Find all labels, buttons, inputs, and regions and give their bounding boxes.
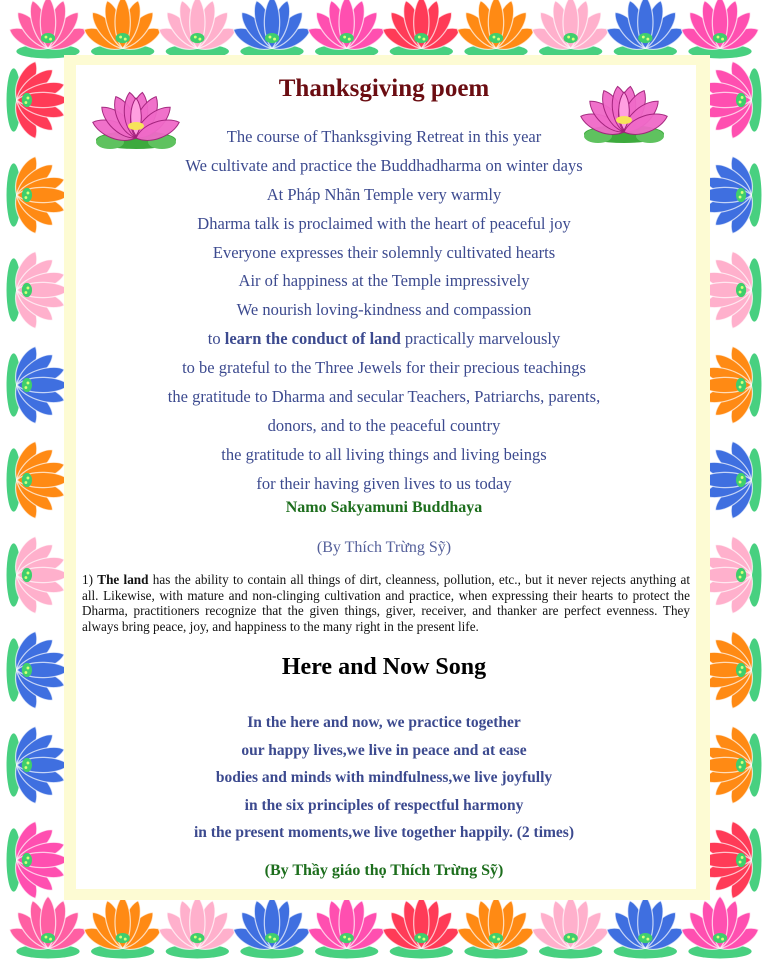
- poem-line: [0, 325, 768, 354]
- poem-line: the gratitude to all living things and living beings: [221, 444, 547, 464]
- lotus-flower-icon: [155, 896, 239, 958]
- poem-line: Everyone expresses their solemnly cultivated hearts: [212, 242, 556, 262]
- poem-byline: (By Thích Trừng Sỹ): [316, 539, 452, 556]
- footnote: [82, 572, 690, 634]
- lotus-flower-icon: [379, 0, 463, 58]
- poem-line-post: practically marvelously: [400, 329, 561, 349]
- lotus-flower-icon: [6, 896, 90, 958]
- footnote-text: has the ability to contain all things of dirt, cleanness, pollution, etc., but it never rejects anything at all. Likewise, with mature and non-clinging cultivation and practice, when expressing their hearts to protect the Dharma, practitioners recognize that the given things, giver, receiver, and thanker are perfect evenness. They always bring peace, joy, and happiness to the many right in the present life.: [82, 572, 691, 634]
- poem-line: We nourish loving-kindness and compassion: [236, 300, 532, 320]
- lotus-flower-icon: [230, 0, 314, 58]
- poem-title: Thanksgiving poem: [278, 75, 490, 102]
- lotus-flower-icon: [379, 896, 463, 958]
- song-line: bodies and minds with mindfulness,we live joyfully: [215, 769, 553, 787]
- lotus-flower-icon: [529, 896, 613, 958]
- song-byline: (By Thầy giáo thọ Thích Trừng Sỹ): [264, 862, 504, 879]
- lotus-flower-icon: [6, 0, 90, 58]
- lotus-flower-icon: [81, 896, 165, 958]
- namo-line: Namo Sakyamuni Buddhaya: [285, 499, 483, 516]
- lotus-flower-icon: [155, 0, 239, 58]
- song-body: [0, 709, 768, 847]
- poem-line: The course of Thanksgiving Retreat in this year: [226, 127, 542, 146]
- lotus-flower-icon: [529, 0, 613, 58]
- lotus-flower-icon: [454, 0, 538, 58]
- poem-body: [0, 123, 768, 499]
- lotus-flower-icon: [305, 896, 389, 958]
- lotus-flower-icon: [81, 0, 165, 58]
- poem-line-bold: learn the conduct of land: [224, 329, 401, 349]
- lotus-flower-icon: [454, 896, 538, 958]
- song-title: Here and Now Song: [281, 654, 487, 680]
- song-line: in the six principles of respectful harmony: [244, 796, 524, 814]
- poem-line: Air of happiness at the Temple impressively: [238, 271, 530, 291]
- lotus-flower-icon: [603, 0, 687, 58]
- song-line: In the here and now, we practice together: [247, 714, 521, 731]
- footnote-number: 1): [82, 572, 93, 587]
- lotus-flower-icon: [603, 896, 687, 958]
- poem-line: to be grateful to the Three Jewels for their precious teachings: [182, 358, 586, 378]
- poem-line-pre: to: [207, 329, 225, 349]
- song-line: our happy lives,we live in peace and at ease: [241, 741, 527, 759]
- poem-line: At Pháp Nhãn Temple very warmly: [266, 184, 502, 204]
- lotus-flower-icon: [305, 0, 389, 58]
- poem-line: Dharma talk is proclaimed with the heart of peaceful joy: [197, 213, 571, 233]
- poem-line: We cultivate and practice the Buddhadharma on winter days: [185, 155, 583, 175]
- poem-line: the gratitude to Dharma and secular Teachers, Patriarchs, parents,: [167, 387, 601, 407]
- song-line: in the present moments,we live together happily. (2 times): [194, 824, 574, 842]
- lotus-flower-icon: [678, 0, 762, 58]
- poem-line: donors, and to the peaceful country: [267, 415, 501, 435]
- lotus-flower-icon: [678, 896, 762, 958]
- footnote-term: The land: [97, 572, 149, 587]
- poem-line: for their having given lives to us today: [256, 473, 512, 493]
- lotus-flower-icon: [230, 896, 314, 958]
